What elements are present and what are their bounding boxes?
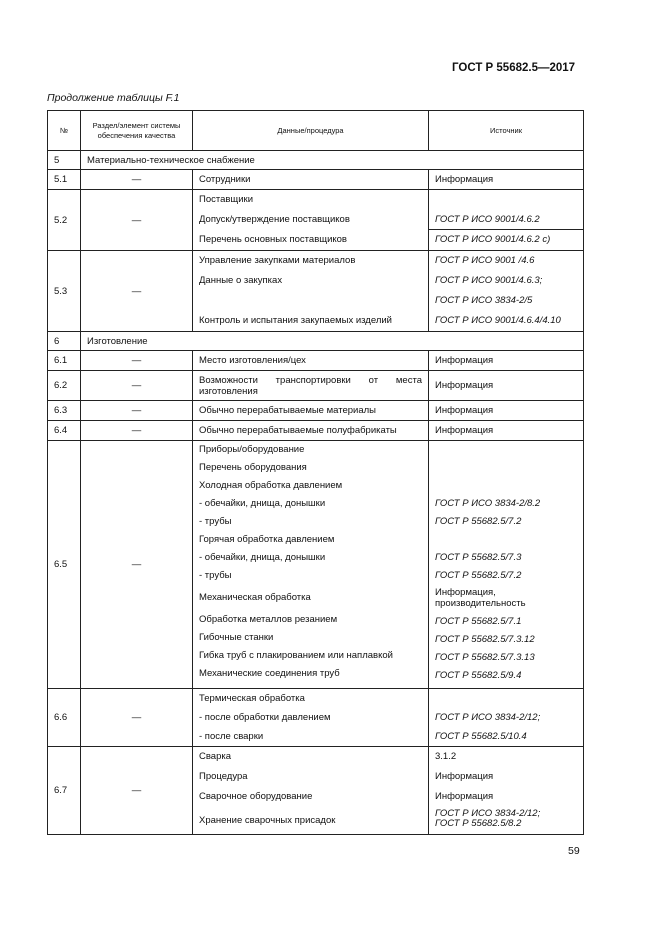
- source-line: ГОСТ Р ИСО 3834-2/12;: [435, 712, 541, 723]
- source-cell: [429, 190, 584, 251]
- data-line: Механическая обработка: [199, 592, 311, 603]
- data-line: Сварочное оборудование: [199, 791, 313, 802]
- data-line: Холодная обработка давлением: [199, 480, 343, 491]
- section-title: Материально-техническое снабжение: [81, 151, 584, 170]
- section-dash: —: [81, 351, 193, 371]
- data-line: Термическая обработка: [199, 693, 305, 704]
- section-dash: —: [81, 371, 193, 401]
- source-cell: [429, 689, 584, 747]
- source-line: ГОСТ Р 55682.5/7.3.13: [435, 652, 535, 663]
- data-line: Сварка: [199, 751, 232, 762]
- data-line: - трубы: [199, 516, 232, 527]
- source-line: [429, 477, 583, 495]
- source-line: ГОСТ Р 55682.5/7.2: [435, 570, 522, 581]
- source-line: ГОСТ Р 55682.5/9.4: [435, 670, 522, 681]
- data-line: Управление закупками материалов: [199, 255, 356, 266]
- section-dash: —: [81, 689, 193, 747]
- row-number: 6.6: [48, 689, 81, 747]
- data-line: - трубы: [199, 570, 232, 581]
- source-line: ГОСТ Р ИСО 3834-2/5: [435, 295, 533, 306]
- row-number: 6.3: [48, 401, 81, 421]
- source-line: ГОСТ Р 55682.5/8.2: [435, 818, 522, 829]
- table-row: [48, 351, 584, 371]
- table-row: [48, 421, 584, 441]
- source-line: ГОСТ Р 55682.5/7.1: [435, 616, 522, 627]
- data-cell: Сотрудники: [193, 170, 429, 190]
- data-cell: Обычно перерабатываемые материалы: [193, 401, 429, 421]
- source-line: ГОСТ Р 55682.5/7.3: [435, 552, 522, 563]
- section-dash: —: [81, 251, 193, 332]
- data-line: [193, 291, 428, 311]
- source-line: Информация: [435, 771, 494, 782]
- data-line: Допуск/утверждение поставщиков: [199, 214, 350, 225]
- table-row: [48, 401, 584, 421]
- data-cell: [193, 190, 429, 251]
- section-dash: —: [81, 421, 193, 441]
- data-line: Гибка труб с плакированием или наплавкой: [199, 650, 393, 661]
- row-number: 5.1: [48, 170, 81, 190]
- section-row: [48, 151, 584, 170]
- data-cell: [193, 251, 429, 332]
- source-line: [429, 689, 583, 708]
- data-line: Перечень оборудования: [199, 462, 307, 473]
- source-line: [429, 441, 583, 459]
- table-row: [48, 190, 584, 251]
- section-title: Изготовление: [81, 332, 584, 351]
- data-line: Механические соединения труб: [199, 668, 340, 679]
- source-line: ГОСТ Р ИСО 9001/4.6.2: [429, 210, 583, 230]
- standard-number: ГОСТ Р 55682.5—2017: [452, 62, 576, 74]
- data-line: Перечень основных поставщиков: [199, 234, 347, 245]
- data-line: - после обработки давлением: [199, 712, 331, 723]
- table-row: [48, 689, 584, 747]
- data-cell: Обычно перерабатываемые полуфабрикаты: [193, 421, 429, 441]
- table-row: [48, 441, 584, 689]
- data-cell: [193, 689, 429, 747]
- source-line: ГОСТ Р 55682.5/7.3.12: [435, 634, 535, 645]
- data-line: Контроль и испытания закупаемых изделий: [199, 315, 392, 326]
- data-cell: [193, 747, 429, 835]
- source-line: Информация: [435, 791, 494, 802]
- source-cell: [429, 747, 584, 835]
- source-line: ГОСТ Р ИСО 3834-2/8.2: [435, 498, 541, 509]
- source-line: ГОСТ Р 55682.5/10.4: [435, 731, 527, 742]
- section-row: [48, 332, 584, 351]
- data-line: - обечайки, днища, донышки: [199, 552, 326, 563]
- row-number: 5.2: [48, 190, 81, 251]
- source-line: [429, 459, 583, 477]
- data-line: Приборы/оборудование: [199, 444, 305, 455]
- source-line: ГОСТ Р ИСО 9001/4.6.2 с): [435, 234, 551, 245]
- source-line: [429, 531, 583, 549]
- table-row: [48, 747, 584, 835]
- source-line: Информация, производительность: [435, 587, 526, 609]
- row-number: 6: [48, 332, 81, 351]
- data-cell: Возможности транспортировки от места изготовления: [193, 371, 429, 401]
- table-row: [48, 251, 584, 332]
- source-cell: Информация: [429, 351, 584, 371]
- source-line: ГОСТ Р ИСО 9001/4.6.4/4.10: [435, 315, 561, 326]
- section-dash: —: [81, 190, 193, 251]
- data-line: Гибочные станки: [199, 632, 274, 643]
- data-line: Хранение сварочных присадок: [199, 815, 336, 826]
- data-cell: Место изготовления/цех: [193, 351, 429, 371]
- data-line: Процедура: [199, 771, 248, 782]
- source-line: ГОСТ Р ИСО 9001 /4.6: [435, 255, 535, 266]
- row-number: 5: [48, 151, 81, 170]
- source-line: [429, 190, 583, 210]
- col-header-number: №: [48, 111, 81, 151]
- section-dash: —: [81, 170, 193, 190]
- row-number: 6.1: [48, 351, 81, 371]
- table-caption: Продолжение таблицы F.1: [47, 92, 180, 104]
- col-header-section: Раздел/элемент системы обеспечения качества: [81, 111, 193, 151]
- source-cell: Информация: [429, 371, 584, 401]
- row-number: 6.7: [48, 747, 81, 835]
- col-header-data: Данные/процедура: [193, 111, 429, 151]
- source-line: ГОСТ Р ИСО 3834-2/12;: [435, 808, 541, 819]
- data-line: - после сварки: [199, 731, 264, 742]
- source-line: ГОСТ Р 55682.5/7.2: [435, 516, 522, 527]
- source-line: 3.1.2: [435, 751, 457, 762]
- table-row: [48, 170, 584, 190]
- table-header-row: [48, 111, 584, 151]
- section-dash: —: [81, 441, 193, 689]
- row-number: 5.3: [48, 251, 81, 332]
- source-multiline: [429, 807, 583, 834]
- source-line: ГОСТ Р ИСО 9001/4.6.3;: [435, 275, 543, 286]
- source-cell: Информация: [429, 401, 584, 421]
- section-dash: —: [81, 747, 193, 835]
- source-cell: [429, 441, 584, 689]
- data-line: Поставщики: [199, 194, 254, 205]
- table-row: [48, 371, 584, 401]
- row-number: 6.5: [48, 441, 81, 689]
- requirements-table: [47, 110, 584, 835]
- source-cell: Информация: [429, 170, 584, 190]
- data-line: Данные о закупках: [199, 275, 283, 286]
- source-cell: [429, 251, 584, 332]
- col-header-source: Источник: [429, 111, 584, 151]
- data-line: - обечайки, днища, донышки: [199, 498, 326, 509]
- section-dash: —: [81, 401, 193, 421]
- row-number: 6.2: [48, 371, 81, 401]
- data-line: Горячая обработка давлением: [199, 534, 335, 545]
- data-cell: [193, 441, 429, 689]
- source-cell: Информация: [429, 421, 584, 441]
- data-line: Обработка металлов резанием: [199, 614, 338, 625]
- page-number: 59: [568, 845, 580, 857]
- row-number: 6.4: [48, 421, 81, 441]
